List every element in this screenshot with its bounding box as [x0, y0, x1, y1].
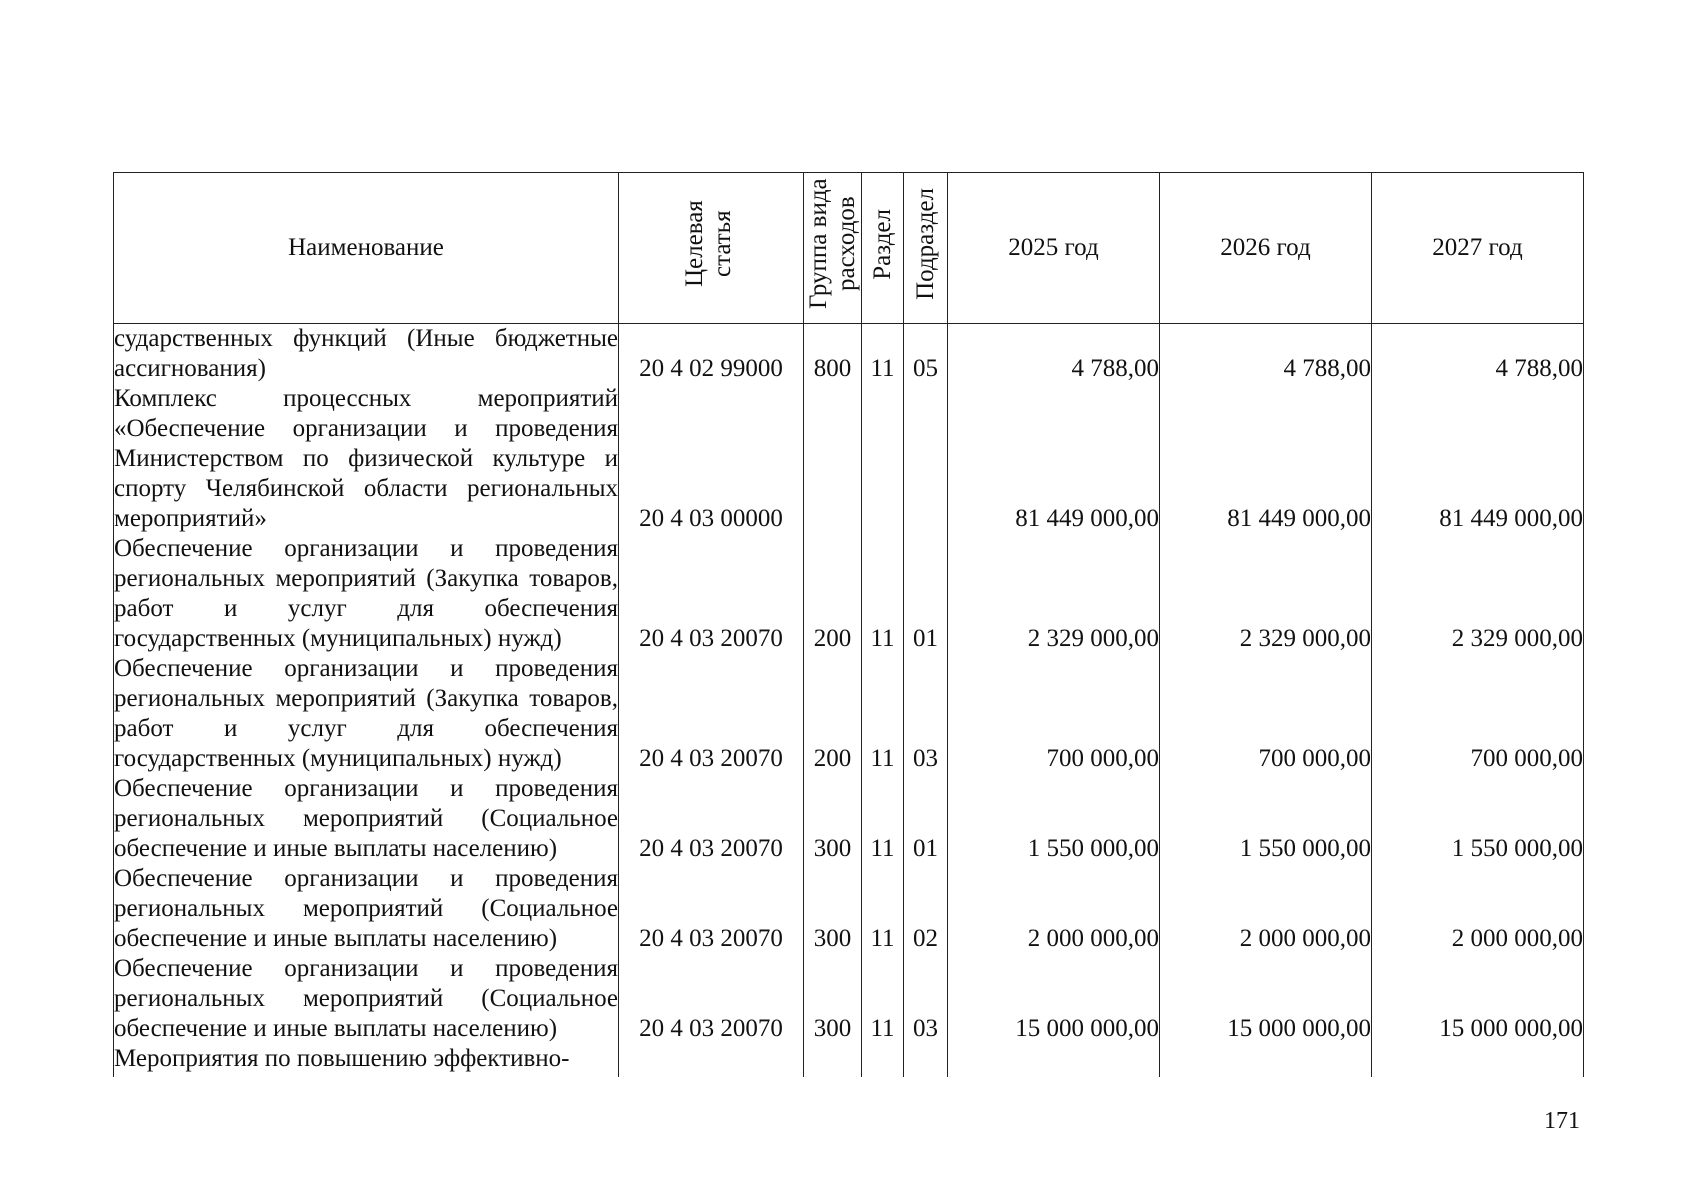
- row-name: Комплекс процессных мероприятий «Обеспечение организации и проведения Министерством по физической культуре и спорту Челябинской области региональных мероприятий»: [114, 385, 618, 532]
- row-name: сударственных функций (Иные бюджетные ассигнования): [114, 325, 618, 382]
- row-group: 300: [804, 954, 862, 1044]
- row-2027: 4 788,00: [1372, 324, 1584, 385]
- row-2026: [1160, 1044, 1372, 1077]
- row-section: 11: [862, 954, 904, 1044]
- row-2025: 15 000 000,00: [948, 954, 1160, 1044]
- row-group: 200: [804, 654, 862, 774]
- header-code: Целевая статья: [619, 173, 804, 324]
- budget-table-wrapper: [113, 172, 1582, 1089]
- row-name: Обеспечение организации и проведения региональных мероприятий (Социальное обеспечение и иные выплаты населению): [114, 775, 618, 862]
- row-2027: 700 000,00: [1372, 654, 1584, 774]
- row-section: 11: [862, 654, 904, 774]
- row-group: 300: [804, 864, 862, 954]
- table-row: [114, 774, 1584, 864]
- row-name: Обеспечение организации и проведения региональных мероприятий (Закупка товаров, работ и услуг для обеспечения государственных (муниципальных) нужд): [114, 655, 618, 772]
- budget-table: [113, 172, 1584, 1077]
- row-section: 11: [862, 864, 904, 954]
- row-subsection: 01: [904, 774, 948, 864]
- row-name: Обеспечение организации и проведения региональных мероприятий (Социальное обеспечение и иные выплаты населению): [114, 865, 618, 952]
- header-2027: 2027 год: [1372, 173, 1584, 324]
- table-row: [114, 324, 1584, 385]
- header-name: Наименование: [114, 173, 619, 324]
- row-code: 20 4 03 20070: [619, 534, 804, 654]
- row-group: 800: [804, 324, 862, 385]
- row-group: 200: [804, 534, 862, 654]
- row-2026: 2 329 000,00: [1160, 534, 1372, 654]
- row-subsection: 05: [904, 324, 948, 385]
- row-subsection: [904, 384, 948, 534]
- page-number: 171: [1544, 1108, 1580, 1134]
- row-2025: 2 329 000,00: [948, 534, 1160, 654]
- row-2025: 81 449 000,00: [948, 384, 1160, 534]
- row-2027: [1372, 1044, 1584, 1077]
- row-section: 11: [862, 324, 904, 385]
- row-2025: 1 550 000,00: [948, 774, 1160, 864]
- row-subsection: 03: [904, 654, 948, 774]
- row-2025: 2 000 000,00: [948, 864, 1160, 954]
- row-name: Обеспечение организации и проведения региональных мероприятий (Закупка товаров, работ и услуг для обеспечения государственных (муниципальных) нужд): [114, 535, 618, 652]
- row-2026: 15 000 000,00: [1160, 954, 1372, 1044]
- header-group: Группа вида расходов: [804, 173, 862, 324]
- row-section: 11: [862, 774, 904, 864]
- row-group: [804, 384, 862, 534]
- row-subsection: [904, 1044, 948, 1077]
- table-row: [114, 954, 1584, 1044]
- table-row: [114, 1044, 1584, 1077]
- header-section: Раздел: [862, 173, 904, 324]
- row-2027: 81 449 000,00: [1372, 384, 1584, 534]
- row-group: 300: [804, 774, 862, 864]
- row-2025: [948, 1044, 1160, 1077]
- row-2027: 2 329 000,00: [1372, 534, 1584, 654]
- table-row: [114, 864, 1584, 954]
- header-2026: 2026 год: [1160, 173, 1372, 324]
- row-code: 20 4 03 20070: [619, 954, 804, 1044]
- table-row: [114, 534, 1584, 654]
- header-2025: 2025 год: [948, 173, 1160, 324]
- row-subsection: 01: [904, 534, 948, 654]
- row-section: 11: [862, 534, 904, 654]
- row-group: [804, 1044, 862, 1077]
- row-2026: 2 000 000,00: [1160, 864, 1372, 954]
- row-code: 20 4 03 20070: [619, 774, 804, 864]
- row-section: [862, 384, 904, 534]
- table-header-row: [114, 173, 1584, 324]
- table-row: [114, 384, 1584, 534]
- row-2027: 15 000 000,00: [1372, 954, 1584, 1044]
- header-subsection: Подраздел: [904, 173, 948, 324]
- row-2026: 81 449 000,00: [1160, 384, 1372, 534]
- row-2027: 1 550 000,00: [1372, 774, 1584, 864]
- row-name: Обеспечение организации и проведения региональных мероприятий (Социальное обеспечение и иные выплаты населению): [114, 955, 618, 1042]
- row-subsection: 02: [904, 864, 948, 954]
- row-2026: 700 000,00: [1160, 654, 1372, 774]
- table-row: [114, 654, 1584, 774]
- row-code: 20 4 03 20070: [619, 864, 804, 954]
- row-2025: 4 788,00: [948, 324, 1160, 385]
- row-code: 20 4 03 20070: [619, 654, 804, 774]
- row-code: [619, 1044, 804, 1077]
- row-2027: 2 000 000,00: [1372, 864, 1584, 954]
- row-code: 20 4 03 00000: [619, 384, 804, 534]
- row-code: 20 4 02 99000: [619, 324, 804, 385]
- row-subsection: 03: [904, 954, 948, 1044]
- row-2025: 700 000,00: [948, 654, 1160, 774]
- row-2026: 4 788,00: [1160, 324, 1372, 385]
- row-name: Мероприятия по повышению эффективно-: [114, 1044, 619, 1077]
- row-section: [862, 1044, 904, 1077]
- row-2026: 1 550 000,00: [1160, 774, 1372, 864]
